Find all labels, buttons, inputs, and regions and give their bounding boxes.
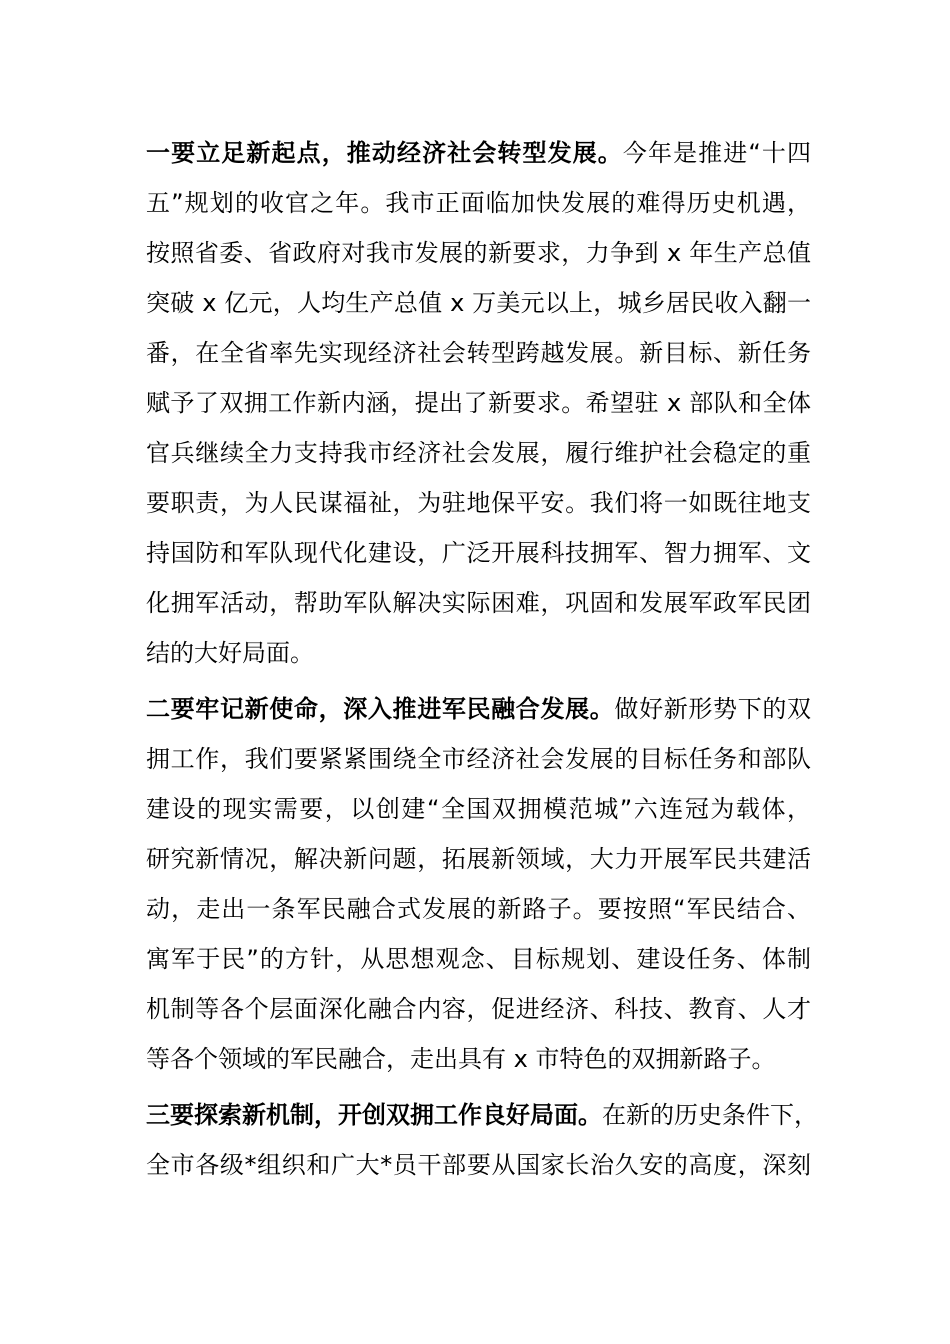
paragraph-line: 一要立足新起点，推动经济社会转型发展。今年是推进“十四 bbox=[146, 139, 811, 167]
paragraph-line: 官兵继续全力支持我市经济社会发展，履行维护社会稳定的重 bbox=[146, 439, 811, 467]
paragraph-line: 寓军于民”的方针，从思想观念、目标规划、建设任务、体制 bbox=[146, 945, 811, 973]
paragraph-line: 机制等各个层面深化融合内容，促进经济、科技、教育、人才 bbox=[146, 995, 811, 1023]
document-body bbox=[146, 128, 818, 1190]
paragraph-lead: 一要立足新起点，推动经济社会转型发展。 bbox=[146, 139, 623, 167]
paragraph-line: 拥工作，我们要紧紧围绕全市经济社会发展的目标任务和部队 bbox=[146, 745, 811, 773]
paragraph-line: 五”规划的收官之年。我市正面临加快发展的难得历史机遇， bbox=[146, 189, 811, 217]
paragraph-line: 番，在全省率先实现经济社会转型跨越发展。新目标、新任务 bbox=[146, 339, 811, 367]
paragraph-3 bbox=[146, 1090, 818, 1190]
paragraph-line: 要职责，为人民谋福祉，为驻地保平安。我们将一如既往地支 bbox=[146, 489, 811, 517]
paragraph-line: 赋予了双拥工作新内涵，提出了新要求。希望驻 x 部队和全体 bbox=[146, 389, 811, 417]
paragraph-line: 持国防和军队现代化建设，广泛开展科技拥军、智力拥军、文 bbox=[146, 539, 811, 567]
paragraph-line: 全市各级*组织和广大*员干部要从国家长治久安的高度，深刻 bbox=[146, 1151, 811, 1179]
paragraph-line: 动，走出一条军民融合式发展的新路子。要按照“军民结合、 bbox=[146, 895, 811, 923]
paragraph-line: 建设的现实需要，以创建“全国双拥模范城”六连冠为载体， bbox=[146, 795, 811, 823]
paragraph-2 bbox=[146, 684, 811, 1084]
paragraph-line: 三要探索新机制，开创双拥工作良好局面。在新的历史条件下， bbox=[146, 1101, 818, 1129]
paragraph-line: 按照省委、省政府对我市发展的新要求，力争到 x 年生产总值 bbox=[146, 239, 811, 267]
paragraph-line: 结的大好局面。 bbox=[146, 639, 314, 667]
paragraph-lead: 二要牢记新使命，深入推进军民融合发展。 bbox=[146, 695, 615, 723]
paragraph-line: 化拥军活动，帮助军队解决实际困难，巩固和发展军政军民团 bbox=[146, 589, 811, 617]
paragraph-line: 研究新情况，解决新问题，拓展新领域，大力开展军民共建活 bbox=[146, 845, 811, 873]
paragraph-line: 突破 x 亿元，人均生产总值 x 万美元以上，城乡居民收入翻一 bbox=[146, 289, 811, 317]
paragraph-line: 等各个领域的军民融合，走出具有 x 市特色的双拥新路子。 bbox=[146, 1045, 776, 1073]
paragraph-1 bbox=[146, 128, 811, 678]
paragraph-lead: 三要探索新机制，开创双拥工作良好局面。 bbox=[146, 1101, 602, 1129]
paragraph-line: 二要牢记新使命，深入推进军民融合发展。做好新形势下的双 bbox=[146, 695, 811, 723]
